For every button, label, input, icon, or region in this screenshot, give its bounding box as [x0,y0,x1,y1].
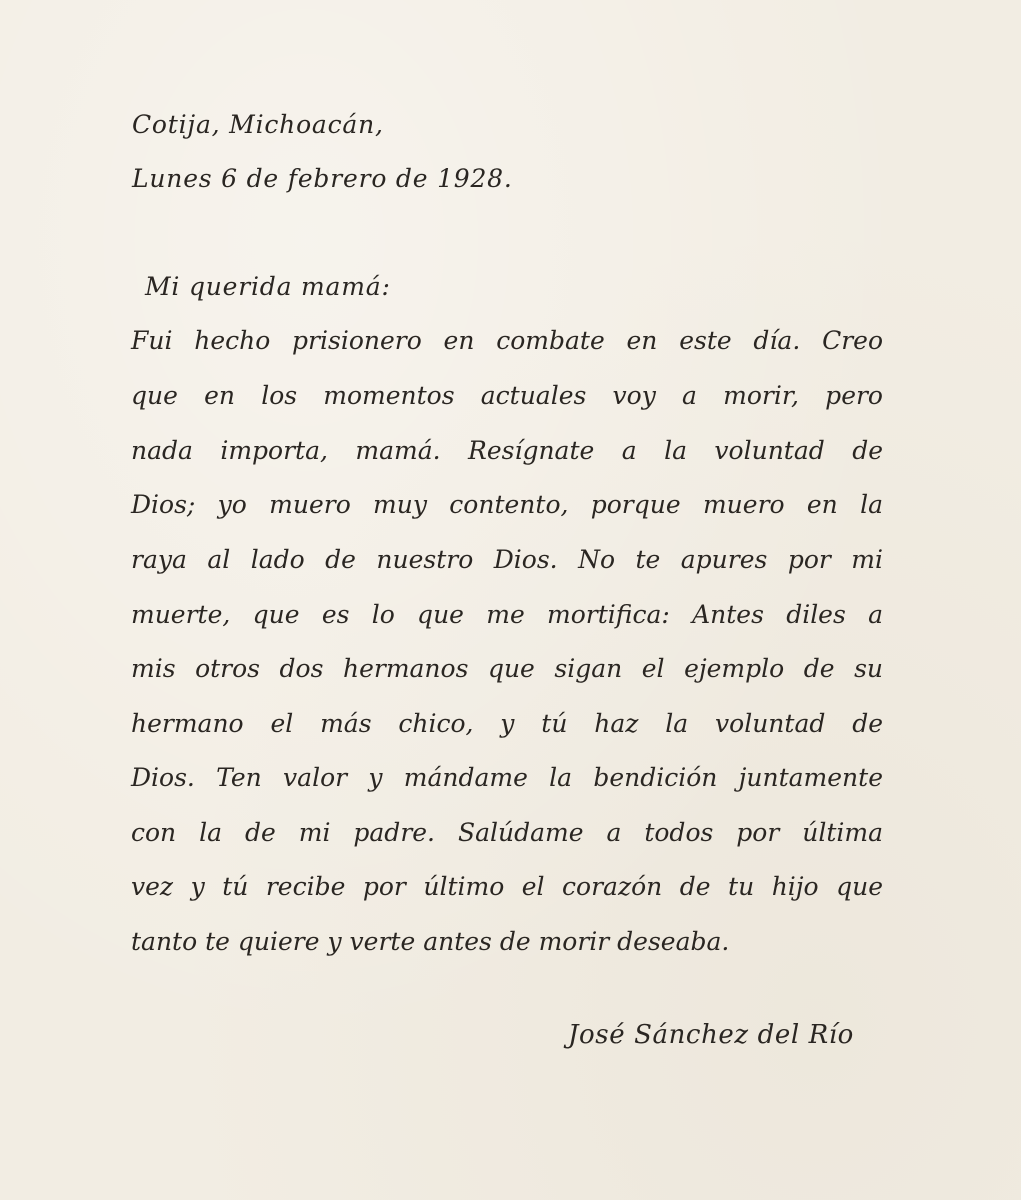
letter-body-line: vez y tú recibe por último el corazón de tu hijo que [131,872,883,901]
letter-body-line: con la de mi padre. Salúdame a todos por última [131,818,883,847]
letter-body-line: Dios; yo muero muy contento, porque muero en la [131,490,883,519]
letter-place: Cotija, Michoacán, [132,110,384,139]
letter-body-line: tanto te quiere y verte antes de morir deseaba. [131,927,730,956]
letter-body-line: mis otros dos hermanos que sigan el ejemplo de su [131,654,883,683]
letter-body-line: Fui hecho prisionero en combate en este día. Creo [131,326,883,355]
letter-body-line: hermano el más chico, y tú haz la voluntad de [131,709,883,738]
letter-date: Lunes 6 de febrero de 1928. [132,164,513,193]
letter-body-line: muerte, que es lo que me mortifica: Antes diles a [131,600,883,629]
letter-body-line: raya al lado de nuestro Dios. No te apures por mi [131,545,883,574]
letter-signature: José Sánchez del Río [568,1020,854,1050]
letter-body-line: que en los momentos actuales voy a morir, pero [131,381,883,410]
letter-body-line: nada importa, mamá. Resígnate a la voluntad de [131,436,883,465]
letter-salutation: Mi querida mamá: [145,272,391,301]
letter-body-line: Dios. Ten valor y mándame la bendición juntamente [131,763,883,792]
